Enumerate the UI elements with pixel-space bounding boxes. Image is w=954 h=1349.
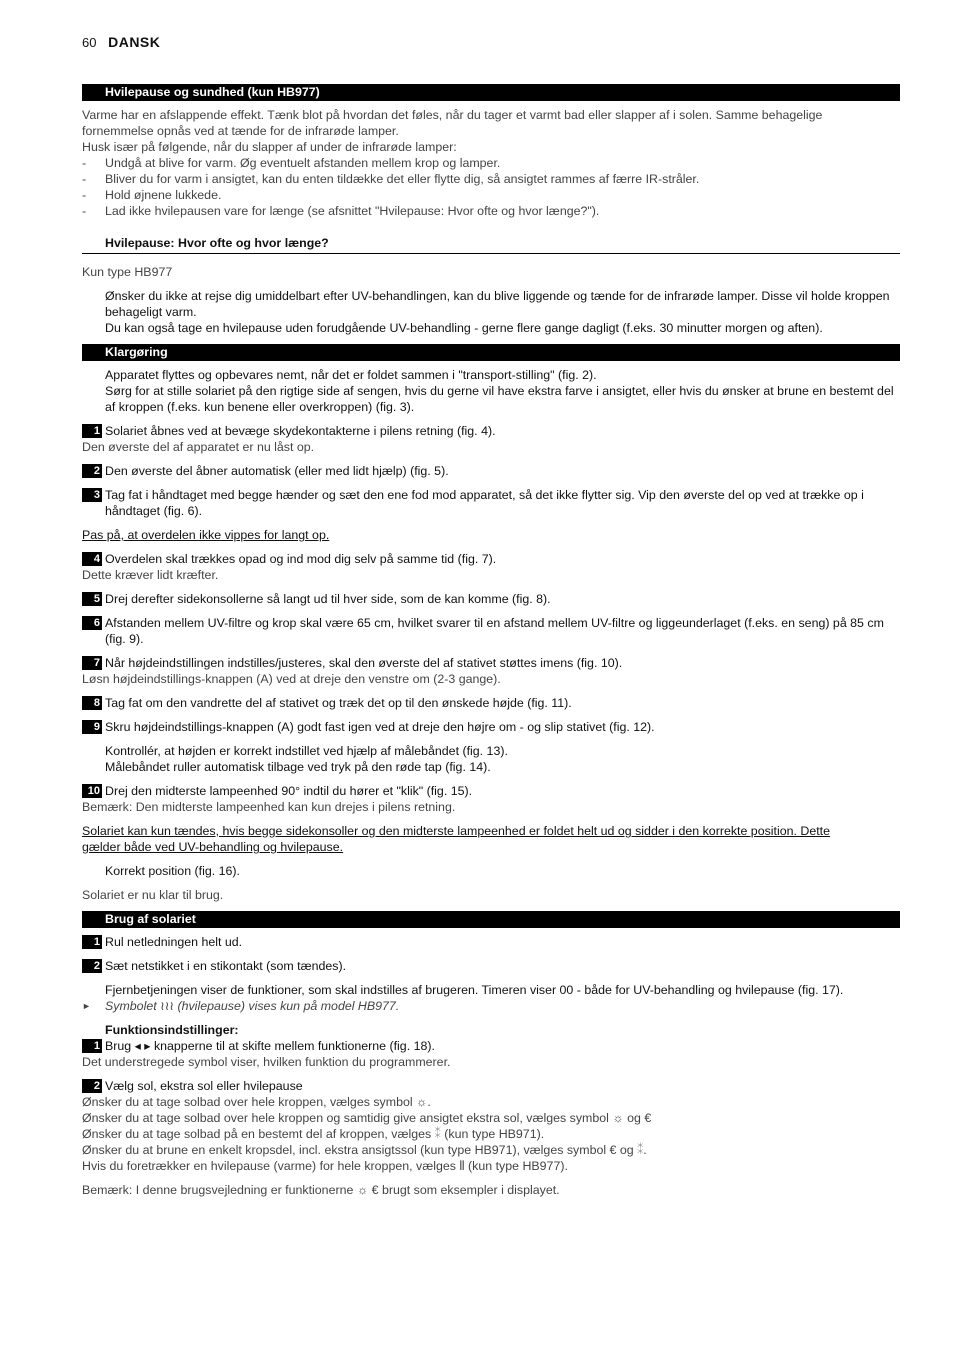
step-item: 2 Vælg sol, ekstra sol eller hvilepause: [82, 1078, 900, 1094]
step-item: 9 Skru højdeindstillings-knappen (A) godt fast igen ved at dreje den højre om - og slip stativet (fig. 12).: [82, 719, 900, 735]
step-item: 7 Når højdeindstillingen indstilles/justeres, skal den øverste del af stativet støttes imens (fig. 10).: [82, 655, 900, 671]
step-note: Dette kræver lidt kræfter.: [82, 568, 219, 582]
section-heading-preparation: Klargøring: [82, 344, 900, 361]
step-item: 4 Overdelen skal trækkes opad og ind mod dig selv på samme tid (fig. 7).: [82, 551, 900, 567]
function-settings-heading: Funktionsindstillinger:: [105, 1023, 239, 1037]
list-item: - Bliver du for varm i ansigtet, kan du enten tildække det eller flytte dig, så ansigtet rammes af færre IR-stråler.: [82, 172, 700, 186]
paragraph: Målebåndet ruller automatisk tilbage ved tryk på den røde tap (fig. 14).: [105, 760, 491, 774]
intro-line: Varme har en afslappende effekt. Tænk blot på hvordan det føles, når du tager et varmt bad eller slapper af i solen. Samme behagelige: [82, 108, 823, 122]
step-item: 10 Drej den midterste lampeenhed 90° indtil du hører et "klik" (fig. 15).: [82, 783, 900, 799]
option-line: Ønsker du at tage solbad på en bestemt del af kroppen, vælges ⁑ (kun type HB971).: [82, 1127, 545, 1141]
warning-text: gælder både ved UV-behandling og hvilepause.: [82, 840, 344, 854]
model-note: Kun type HB977: [82, 265, 173, 279]
step-item: 1 Solariet åbnes ved at bevæge skydekontakterne i pilens retning (fig. 4).: [82, 423, 900, 439]
paragraph: Korrekt position (fig. 16).: [105, 864, 240, 878]
step-item: 5 Drej derefter sidekonsollerne så langt ud til hver side, som de kan komme (fig. 8).: [82, 591, 900, 607]
option-line: Ønsker du at tage solbad over hele kroppen, vælges symbol ☼.: [82, 1095, 431, 1109]
page-number: 60: [82, 35, 97, 50]
page-content: [82, 84, 900, 1198]
paragraph: Sørg for at stille solariet på den rigtige side af sengen, hvis du gerne vil have ekstra farve i ansigtet, eller hvis du ønsker at brune en bestemt del af kroppen (f.eks. kun benene eller overkroppen) (fig. 3).: [105, 384, 894, 414]
section-heading-usage: Brug af solariet: [82, 911, 900, 928]
paragraph: Ønsker du ikke at rejse dig umiddelbart efter UV-behandlingen, kan du blive liggende og tænde for de infrarøde lamper. Disse vil holde kroppen behageligt varm.: [105, 289, 890, 319]
subheading-how-often: Hvilepause: Hvor ofte og hvor længe?: [82, 235, 900, 254]
paragraph: Apparatet flyttes og opbevares nemt, når det er foldet sammen i "transport-stilling" (fig. 2).: [105, 368, 597, 382]
paragraph: Fjernbetjeningen viser de funktioner, som skal indstilles af brugeren. Timeren viser 00 - både for UV-behandling og hvilepause (fig. 17).: [105, 983, 844, 997]
step-item: 2 Sæt netstikket i en stikontakt (som tændes).: [82, 958, 900, 974]
step-note: Løsn højdeindstillings-knappen (A) ved at dreje den venstre om (2-3 gange).: [82, 672, 501, 686]
option-line: Ønsker du at brune en enkelt kropsdel, incl. ekstra ansigtssol (kun type HB971), vælges symbol € og ⁑.: [82, 1143, 647, 1157]
paragraph: Du kan også tage en hvilepause uden forudgående UV-behandling - gerne flere gange dagligt (f.eks. 30 minutter morgen og aften).: [105, 321, 823, 335]
warning-text: Pas på, at overdelen ikke vippes for langt op.: [82, 528, 330, 542]
intro-line: Husk især på følgende, når du slapper af under de infrarøde lamper:: [82, 140, 457, 154]
final-note: Bemærk: I denne brugsvejledning er funktionerne ☼ € brugt som eksempler i displayet.: [82, 1183, 560, 1197]
list-item: - Undgå at blive for varm. Øg eventuelt afstanden mellem krop og lamper.: [82, 156, 501, 170]
step-item: 8 Tag fat om den vandrette del af stativet og træk det op til den ønskede højde (fig. 11).: [82, 695, 900, 711]
page-header: [82, 34, 160, 50]
option-line: Hvis du foretrækker en hvilepause (varme) for hele kroppen, vælges ⫴ (kun type HB977).: [82, 1159, 568, 1173]
step-item: 1 Rul netledningen helt ud.: [82, 934, 900, 950]
step-item: 3 Tag fat i håndtaget med begge hænder og sæt den ene fod mod apparatet, så det ikke flytter sig. Vip den øverste del op ved at trække op i håndtaget (fig. 6).: [82, 487, 900, 519]
list-item: - Lad ikke hvilepausen vare for længe (se afsnittet "Hvilepause: Hvor ofte og hvor længe?").: [82, 204, 600, 218]
step-note: Den øverste del af apparatet er nu låst op.: [82, 440, 315, 454]
language-label: DANSK: [108, 34, 161, 50]
step-item: 1 Brug ◂ ▸ knapperne til at skifte mellem funktionerne (fig. 18).: [82, 1038, 900, 1054]
option-line: Ønsker du at tage solbad over hele kroppen og samtidig give ansigtet ekstra sol, vælges symbol ☼ og €: [82, 1111, 652, 1125]
intro-line: fornemmelse opnås ved at tænde for de infrarøde lamper.: [82, 124, 399, 138]
step-item: 6 Afstanden mellem UV-filtre og krop skal være 65 cm, hvilket svarer til en afstand mellem UV-filtre og liggeunderlaget (f.eks. en seng) på 85 cm (fig. 9).: [82, 615, 900, 647]
step-note: Det understregede symbol viser, hvilken funktion du programmerer.: [82, 1055, 451, 1069]
section-heading-rest-health: Hvilepause og sundhed (kun HB977): [82, 84, 900, 101]
warning-text: Solariet kan kun tændes, hvis begge sidekonsoller og den midterste lampeenhed er foldet helt ud og sidder i den korrekte position. Dette: [82, 824, 831, 838]
ready-note: Solariet er nu klar til brug.: [82, 888, 224, 902]
paragraph: Kontrollér, at højden er korrekt indstillet ved hjælp af målebåndet (fig. 13).: [105, 744, 508, 758]
bullet-note: ► Symbolet ≀≀≀ (hvilepause) vises kun på model HB977.: [82, 999, 400, 1013]
list-item: - Hold øjnene lukkede.: [82, 188, 222, 202]
step-item: 2 Den øverste del åbner automatisk (eller med lidt hjælp) (fig. 5).: [82, 463, 900, 479]
step-note: Bemærk: Den midterste lampeenhed kan kun drejes i pilens retning.: [82, 800, 456, 814]
